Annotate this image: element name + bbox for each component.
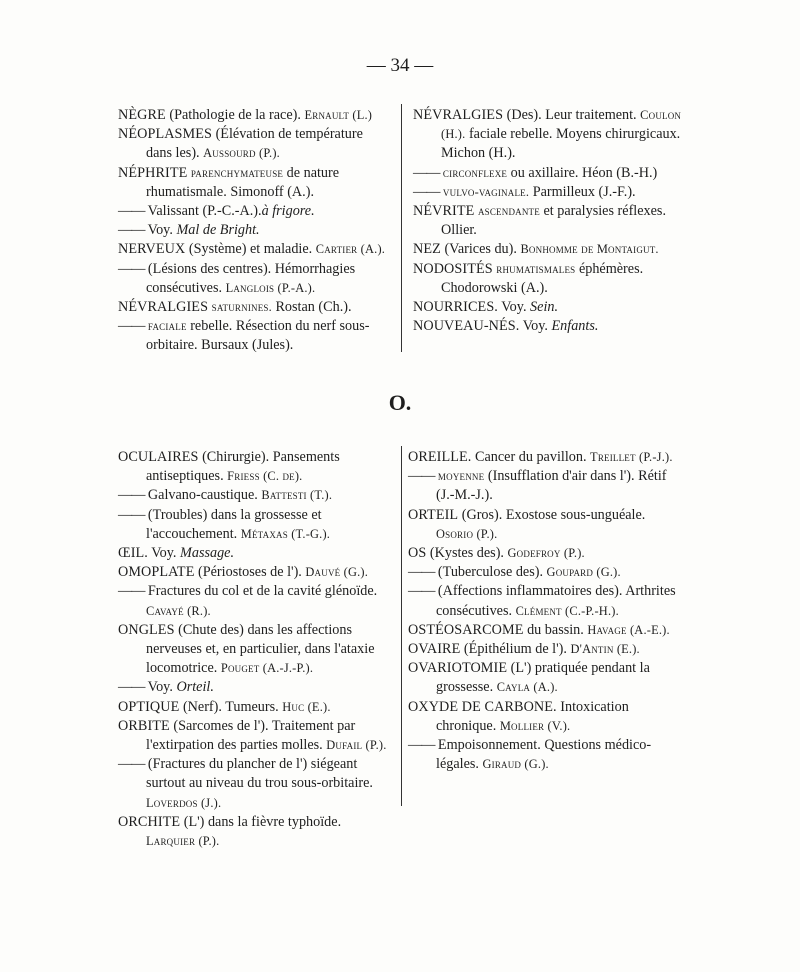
entry-dash: ——: [408, 583, 435, 600]
index-entry: [413, 260, 685, 298]
index-entry: [118, 678, 388, 697]
index-entry: [118, 698, 388, 717]
entry-text: (L') pratiquée pendant la grossesse.: [436, 660, 650, 696]
entry-heading: NÉOPLASMES: [118, 126, 213, 143]
entry-after: (Insufflation d'air dans l'). Rétif (J.-M.-J.).: [436, 468, 667, 504]
entry-heading: NOURRICES.: [413, 299, 498, 316]
index-entry: [118, 486, 388, 505]
entry-after: éphémères. Chodorowski (A.).: [441, 260, 644, 296]
entry-text: (Pathologie de la race).: [165, 107, 305, 123]
entry-author: Giraud (G.).: [482, 757, 549, 772]
entry-author: Loverdos (J.).: [146, 795, 222, 810]
index-entry: [118, 563, 388, 582]
section-letter: O.: [388, 390, 412, 415]
entry-dash: ——: [118, 756, 145, 773]
entry-author: parenchymateuse: [190, 165, 284, 180]
entry-after: rebelle. Résection du nerf sous-orbitaire. Bursaux (Jules).: [146, 318, 370, 354]
entry-dash: ——: [118, 679, 145, 696]
index-entry: [408, 467, 682, 505]
index-entry: [118, 544, 388, 563]
entry-text: (Élévation de température dans les).: [146, 126, 363, 162]
entry-heading: NEZ: [413, 241, 441, 258]
entry-after: Valissant (P.-C.-A.).: [147, 203, 262, 220]
entry-text: (Chirurgie). Pansements antiseptiques.: [146, 449, 340, 485]
index-entry: [118, 298, 388, 317]
index-entry: [408, 448, 682, 467]
entry-author: Bonhomme de Montaigut.: [520, 242, 659, 257]
column-o-right: [408, 448, 682, 774]
entry-text: Voy.: [144, 679, 177, 696]
entry-author: rhumatismales: [496, 261, 576, 276]
index-entry: [408, 698, 682, 736]
index-entry: [118, 755, 388, 813]
entry-author: Mollier (V.).: [499, 718, 571, 733]
entry-author: Ernault (L.): [304, 108, 373, 122]
entry-heading: NÉVRALGIES: [413, 107, 504, 123]
entry-author: Cartier (A.).: [315, 242, 386, 257]
entry-heading: NERVEUX: [118, 241, 186, 258]
entry-dash: ——: [118, 318, 145, 335]
entry-dash: ——: [408, 564, 435, 581]
page-number: — 34 —: [366, 55, 434, 76]
column-n-right: [413, 106, 685, 336]
entry-heading: OCULAIRES: [118, 449, 199, 465]
column-o-left: [118, 448, 388, 851]
entry-heading: OXYDE DE CARBONE.: [408, 698, 557, 715]
entry-after: de nature rhumatismale. Simonoff (A.).: [146, 164, 340, 200]
entry-heading: OREILLE.: [408, 449, 472, 465]
entry-author: circonflexe: [442, 165, 508, 180]
entry-reference: Mal de Bright.: [176, 222, 260, 239]
entry-heading: ORCHITE: [118, 813, 181, 830]
entry-text: Intoxication chronique.: [436, 698, 629, 734]
entry-reference: Orteil.: [176, 679, 214, 696]
entry-text: (Système) et maladie.: [185, 241, 316, 258]
index-entry: [413, 164, 685, 183]
entry-heading: OPTIQUE: [118, 698, 180, 715]
entry-author: Pouget (A.-J.-P.).: [220, 661, 314, 676]
entry-text: Voy.: [147, 545, 181, 562]
entry-text: Empoisonnement. Questions médico-légales.: [434, 737, 652, 773]
entry-author: Goupard (G.).: [546, 565, 621, 580]
entry-heading: NODOSITÉS: [413, 260, 493, 277]
entry-dash: ——: [118, 260, 145, 277]
index-entry: [118, 582, 388, 620]
entry-dash: ——: [118, 506, 145, 523]
entry-author: Godefroy (P.).: [507, 546, 585, 561]
entry-reference: Massage.: [180, 545, 235, 562]
entry-text: (Lésions des centres). Hémorrhagies consécutives.: [144, 260, 356, 296]
entry-heading: OMOPLATE: [118, 564, 195, 581]
entry-dash: ——: [118, 203, 145, 220]
column-divider-bottom: [401, 446, 402, 806]
entry-heading: OSTÉOSARCOME: [408, 621, 524, 638]
entry-author: Clément (C.-P.-H.).: [515, 603, 619, 618]
index-entry: [118, 125, 388, 163]
entry-dash: ——: [118, 583, 145, 600]
entry-text: (Tuberculose des).: [434, 564, 547, 581]
entry-text: Voy.: [144, 222, 177, 239]
index-entry: [408, 506, 682, 544]
index-entry: [408, 621, 682, 640]
entry-dash: ——: [413, 183, 440, 200]
column-n-left: [118, 106, 388, 356]
entry-text: (Nerf). Tumeurs.: [179, 698, 283, 715]
entry-heading: NOUVEAU-NÉS.: [413, 318, 520, 335]
entry-reference: à frigore.: [261, 203, 315, 220]
entry-text: (Périostoses de l').: [194, 564, 306, 581]
index-entry: [118, 240, 388, 259]
index-entry: [413, 183, 685, 202]
entry-author: Coulon (H.).: [441, 108, 682, 142]
entry-dash: ——: [408, 468, 435, 485]
entry-author: Battesti (T.).: [261, 488, 333, 503]
entry-heading: ORTEIL: [408, 506, 459, 523]
entry-author: Métaxas (T.-G.).: [240, 526, 331, 541]
entry-text: (Fractures du plancher de l') siégeant surtout au niveau du trou sous-orbitaire.: [144, 756, 373, 792]
entry-heading: NÉVRALGIES: [118, 299, 209, 316]
index-entry: [413, 106, 685, 164]
entry-dash: ——: [118, 487, 145, 504]
entry-heading: NÉVRITE: [413, 203, 475, 220]
entry-text: (Varices du).: [440, 241, 521, 258]
index-entry: [408, 659, 682, 697]
entry-author: Larquier (P.).: [146, 834, 220, 849]
entry-text: (Affections inflammatoires des). Arthrites consécutives.: [434, 583, 676, 619]
index-entry: [413, 298, 685, 317]
entry-text: Voy.: [497, 299, 531, 316]
entry-dash: ——: [118, 222, 145, 239]
entry-text: (Gros). Exostose sous-unguéale.: [458, 506, 646, 523]
entry-text: (Des). Leur traitement.: [503, 107, 641, 123]
index-entry: [118, 621, 388, 679]
entry-text: (Sarcomes de l'). Traitement par l'extirpation des parties molles.: [146, 717, 356, 754]
entry-author: saturnines.: [211, 300, 272, 315]
entry-after: Parmilleux (J.-F.).: [529, 183, 636, 200]
entry-author: Cavayé (R.).: [146, 603, 211, 618]
entry-text: Fractures du col et de la cavité glénoïde.: [144, 583, 378, 600]
entry-reference: Enfants.: [551, 318, 599, 335]
entry-text: (Kystes des).: [426, 545, 508, 562]
entry-author: Dufail (P.).: [326, 738, 387, 753]
entry-author: Havage (A.-E.).: [587, 622, 670, 637]
entry-author: faciale: [147, 319, 187, 334]
entry-heading: ŒIL.: [118, 545, 148, 562]
entry-author: Aussourd (P.).: [203, 146, 280, 161]
index-entry: [413, 317, 685, 336]
entry-text: Voy.: [519, 318, 552, 335]
index-entry: [408, 582, 682, 620]
entry-text: du bassin.: [523, 621, 588, 638]
entry-heading: OS: [408, 545, 427, 562]
index-entry: [408, 563, 682, 582]
entry-reference: Sein.: [530, 299, 559, 316]
entry-author: Huc (E.).: [282, 699, 331, 714]
index-entry: [118, 260, 388, 298]
index-entry: [118, 164, 388, 202]
entry-heading: ORBITE: [118, 717, 170, 734]
entry-author: Langlois (P.-A.).: [225, 280, 316, 295]
index-entry: [118, 221, 388, 240]
index-entry: [118, 813, 388, 851]
entry-author: ascendante: [477, 204, 540, 219]
entry-heading: OVAIRE: [408, 641, 461, 658]
index-entry: [118, 202, 388, 221]
entry-text: (Épithélium de l').: [460, 641, 571, 658]
index-entry: [118, 317, 388, 355]
index-entry: [413, 202, 685, 240]
entry-author: Friess (C. de).: [227, 469, 303, 484]
entry-after: faciale rebelle. Moyens chirurgicaux. Michon (H.).: [441, 126, 681, 162]
index-entry: [118, 506, 388, 544]
entry-author: moyenne: [437, 469, 485, 484]
entry-after: Rostan (Ch.).: [271, 299, 352, 316]
entry-heading: ONGLES: [118, 621, 175, 638]
index-entry: [408, 544, 682, 563]
entry-dash: ——: [408, 737, 435, 754]
entry-author: Osorio (P.).: [436, 526, 498, 541]
entry-heading: NÉPHRITE: [118, 164, 188, 181]
entry-text: (L') dans la fièvre typhoïde.: [180, 813, 342, 830]
entry-heading: NÈGRE: [118, 107, 166, 123]
entry-author: Treillet (P.-J.).: [590, 450, 673, 464]
entry-author: Dauvé (G.).: [305, 565, 369, 580]
index-entry: [408, 640, 682, 659]
entry-after: et paralysies réflexes. Ollier.: [441, 203, 666, 239]
index-entry: [118, 717, 388, 755]
entry-author: Cayla (A.).: [496, 680, 558, 695]
index-entry: [118, 448, 388, 486]
entry-text: Galvano-caustique.: [144, 487, 262, 504]
column-divider-top: [401, 104, 402, 352]
entry-text: Cancer du pavillon.: [471, 449, 591, 465]
index-entry: [118, 106, 388, 125]
entry-author: vulvo-vaginale.: [442, 184, 530, 199]
index-entry: [413, 240, 685, 259]
entry-text: (Chute des) dans les affections nerveuses et, en particulier, dans l'ataxie locomotrice.: [146, 621, 375, 677]
entry-heading: OVARIOTOMIE: [408, 660, 508, 677]
index-entry: [408, 736, 682, 774]
entry-dash: ——: [413, 164, 440, 181]
entry-author: D'Antin (E.).: [570, 642, 640, 657]
entry-text: (Troubles) dans la grossesse et l'accouchement.: [144, 506, 322, 542]
entry-after: ou axillaire. Héon (B.-H.): [507, 164, 658, 181]
